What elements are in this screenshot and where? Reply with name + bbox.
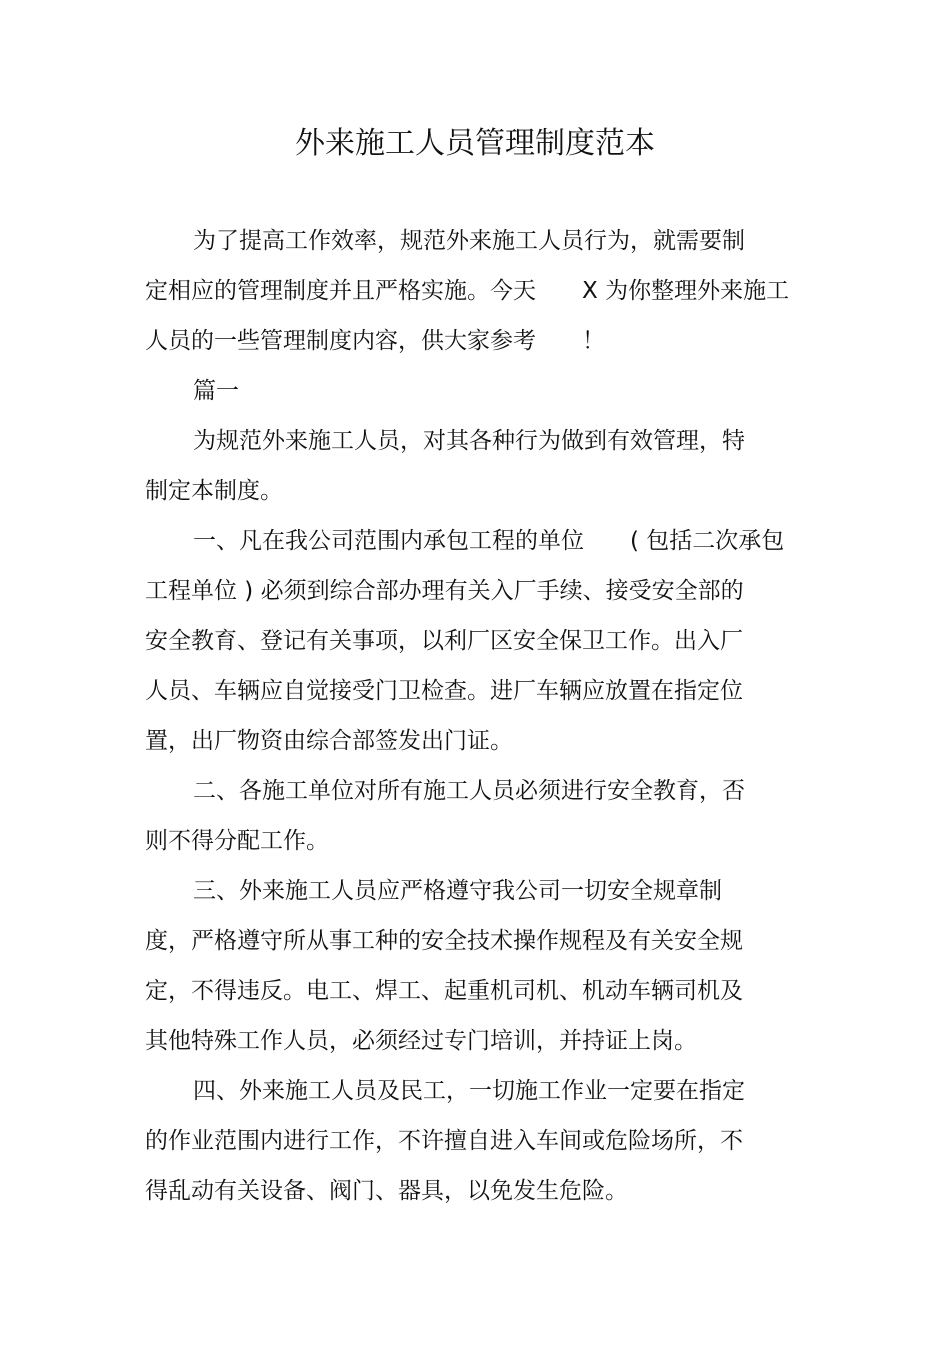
paragraph-line: 人员、车辆应自觉接受门卫检查。进厂车辆应放置在指定位: [145, 678, 743, 704]
paragraph-line: 制定本制度。: [145, 478, 283, 504]
paragraph-line: 人员的一些管理制度内容，供大家参考 ！: [145, 328, 605, 354]
paragraph-line: 一、凡在我公司范围内承包工程的单位 ( 包括二次承包: [193, 528, 785, 554]
paragraph-line: 定，不得违反。电工、焊工、起重机司机、机动车辆司机及: [145, 978, 743, 1004]
paragraph-line: 二、各施工单位对所有施工人员必须进行安全教育，否: [193, 778, 745, 804]
paragraph-line: 其他特殊工作人员，必须经过专门培训，并持证上岗。: [145, 1028, 697, 1054]
document-title: 外来施工人员管理制度范本: [295, 126, 655, 161]
paragraph-line: 四、外来施工人员及民工，一切施工作业一定要在指定: [193, 1078, 745, 1104]
section-heading: 篇一: [193, 378, 239, 404]
paragraph-line: 定相应的管理制度并且严格实施。今天 X 为你整理外来施工: [145, 278, 790, 304]
paragraph-line: 为了提高工作效率，规范外来施工人员行为，就需要制: [193, 228, 745, 254]
paragraph-line: 的作业范围内进行工作，不许擅自进入车间或危险场所，不: [145, 1128, 743, 1154]
paragraph-line: 得乱动有关设备、阀门、器具，以免发生危险。: [145, 1178, 628, 1204]
paragraph-line: 工程单位 ) 必须到综合部办理有关入厂手续、接受安全部的: [145, 578, 744, 604]
paragraph-line: 置，出厂物资由综合部签发出门证。: [145, 728, 513, 754]
paragraph-line: 三、外来施工人员应严格遵守我公司一切安全规章制: [193, 878, 722, 904]
paragraph-line: 安全教育、登记有关事项，以利厂区安全保卫工作。出入厂: [145, 628, 743, 654]
paragraph-line: 度，严格遵守所从事工种的安全技术操作规程及有关安全规: [145, 928, 743, 954]
paragraph-line: 为规范外来施工人员，对其各种行为做到有效管理，特: [193, 428, 745, 454]
paragraph-line: 则不得分配工作。: [145, 828, 329, 854]
